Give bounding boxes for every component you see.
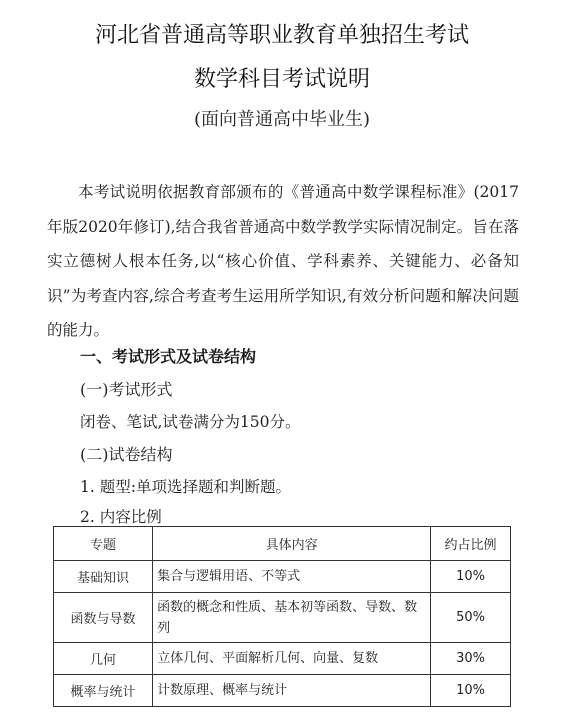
table-cell-topic: 函数与导数: [54, 593, 153, 643]
table-cell-content: 集合与逻辑用语、不等式: [153, 561, 431, 593]
table-cell-ratio: 10%: [431, 675, 511, 707]
document-subtitle: (面向普通高中毕业生): [193, 109, 371, 130]
subsection-heading-paper-structure: (二)试卷结构: [80, 445, 173, 464]
content-ratio-table: [53, 526, 511, 707]
document-title: 河北省普通高等职业教育单独招生考试: [94, 23, 469, 48]
table-header-topic: 专题: [54, 527, 153, 561]
table-cell-ratio: 10%: [431, 561, 511, 593]
section-heading-exam-format: 一、考试形式及试卷结构: [80, 347, 257, 366]
table-cell-topic: 几何: [54, 643, 153, 675]
table-cell-topic: 基础知识: [54, 561, 153, 593]
table-cell-content: 函数的概念和性质、基本初等函数、导数、数列: [153, 593, 431, 643]
table-cell-ratio: 50%: [431, 593, 511, 643]
item-question-types: 1. 题型:单项选择题和判断题。: [80, 478, 291, 496]
table-row: [54, 561, 511, 593]
table-header-row: [54, 527, 511, 561]
document-title-line2: 数学科目考试说明: [193, 67, 370, 92]
item-content-ratio: 2. 内容比例: [80, 508, 162, 526]
table-row: [54, 593, 511, 643]
subsection-heading-exam-form: (一)考试形式: [80, 380, 173, 399]
table-header-content: 具体内容: [153, 527, 431, 561]
table-cell-ratio: 30%: [431, 643, 511, 675]
table-row: [54, 643, 511, 675]
table-row: [54, 675, 511, 707]
table-cell-content: 立体几何、平面解析几何、向量、复数: [153, 643, 431, 675]
intro-paragraph: 本考试说明依据教育部颁布的《普通高中数学课程标准》(2017年版2020年修订),结合我省普通高中数学教学实际情况制定。旨在落实立德树人根本任务,以“核心价值、学科素养、关键能力、必备知识”为考查内容,综合考查考生运用所学知识,有效分析问题和解决问题的能力。: [47, 183, 519, 340]
table-cell-content: 计数原理、概率与统计: [153, 675, 431, 707]
table-cell-topic: 概率与统计: [54, 675, 153, 707]
exam-form-text: 闭卷、笔试,试卷满分为150分。: [80, 413, 301, 431]
table-header-ratio: 约占比例: [431, 527, 511, 561]
